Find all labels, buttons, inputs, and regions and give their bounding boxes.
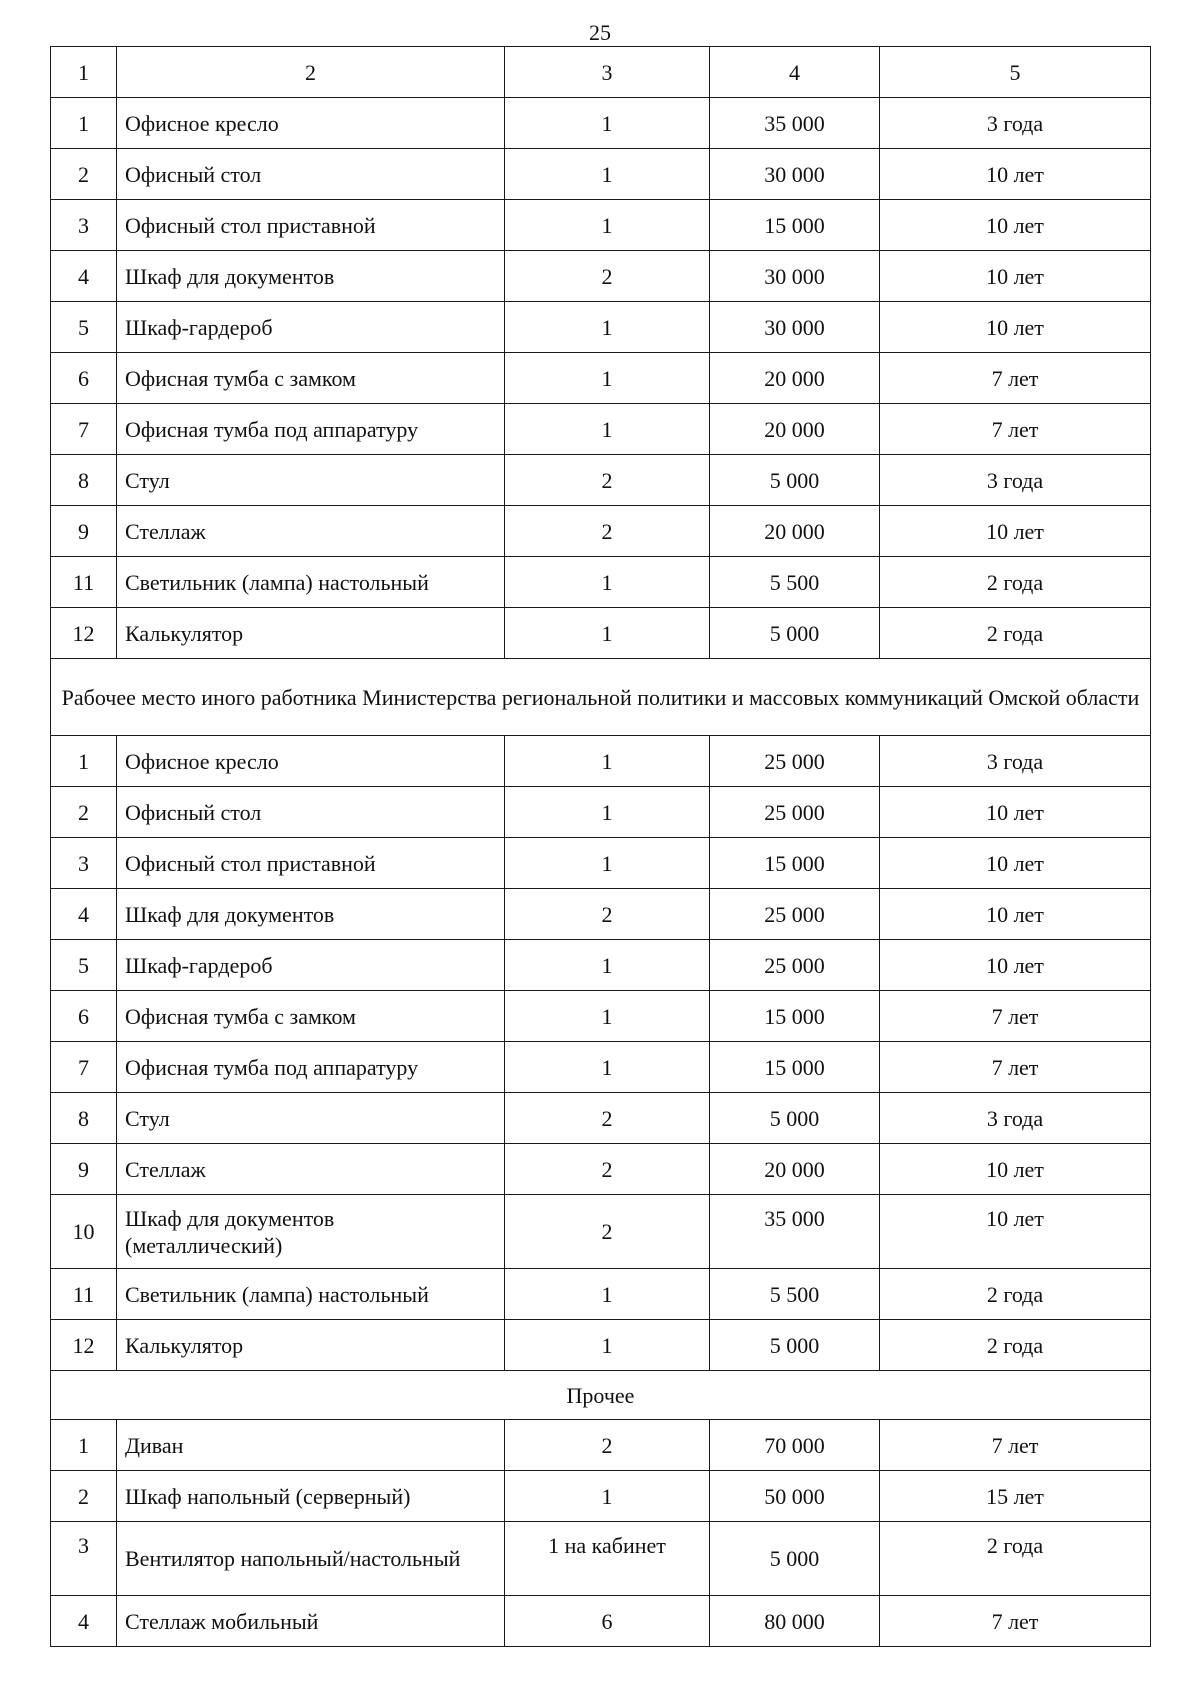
price-cell: 15 000 xyxy=(710,1042,880,1093)
price-cell: 5 000 xyxy=(710,608,880,659)
table-row xyxy=(51,302,1151,353)
section-title: Рабочее место иного работника Министерства региональной политики и массовых коммуникаций Омской области xyxy=(51,659,1151,736)
item-name-cell: Светильник (лампа) настольный xyxy=(117,557,505,608)
quantity-cell: 1 xyxy=(505,608,710,659)
header-cell: 3 xyxy=(505,47,710,98)
item-name-cell: Стул xyxy=(117,1093,505,1144)
quantity-cell: 1 на кабинет xyxy=(505,1522,710,1596)
service-life-cell: 15 лет xyxy=(880,1471,1151,1522)
quantity-cell: 2 xyxy=(505,889,710,940)
price-cell: 70 000 xyxy=(710,1420,880,1471)
service-life-cell: 10 лет xyxy=(880,838,1151,889)
price-cell: 5 000 xyxy=(710,455,880,506)
service-life-cell: 2 года xyxy=(880,1522,1151,1596)
price-cell: 35 000 xyxy=(710,98,880,149)
item-name-cell: Шкаф для документов xyxy=(117,251,505,302)
quantity-cell: 1 xyxy=(505,557,710,608)
row-number-cell: 5 xyxy=(51,940,117,991)
price-cell: 15 000 xyxy=(710,991,880,1042)
table-row xyxy=(51,1320,1151,1371)
table-row xyxy=(51,149,1151,200)
service-life-cell: 10 лет xyxy=(880,506,1151,557)
item-name-cell: Офисное кресло xyxy=(117,98,505,149)
service-life-cell: 3 года xyxy=(880,736,1151,787)
row-number-cell: 4 xyxy=(51,1596,117,1647)
table-row xyxy=(51,838,1151,889)
item-name-cell: Шкаф для документов xyxy=(117,889,505,940)
quantity-cell: 1 xyxy=(505,98,710,149)
row-number-cell: 10 xyxy=(51,1195,117,1269)
item-name-cell: Офисный стол xyxy=(117,787,505,838)
quantity-cell: 1 xyxy=(505,1471,710,1522)
item-name-cell: Вентилятор напольный/настольный xyxy=(117,1522,505,1596)
row-number-cell: 11 xyxy=(51,557,117,608)
service-life-cell: 3 года xyxy=(880,1093,1151,1144)
table-row xyxy=(51,1144,1151,1195)
quantity-cell: 1 xyxy=(505,149,710,200)
item-name-cell: Шкаф для документов (металлический) xyxy=(117,1195,505,1269)
quantity-cell: 2 xyxy=(505,455,710,506)
price-cell: 30 000 xyxy=(710,251,880,302)
table-row xyxy=(51,557,1151,608)
section-row xyxy=(51,1371,1151,1420)
service-life-cell: 3 года xyxy=(880,98,1151,149)
table-row xyxy=(51,940,1151,991)
group-2-rows xyxy=(51,736,1151,1371)
row-number-cell: 8 xyxy=(51,455,117,506)
row-number-cell: 8 xyxy=(51,1093,117,1144)
quantity-cell: 1 xyxy=(505,404,710,455)
table-row xyxy=(51,1042,1151,1093)
quantity-cell: 6 xyxy=(505,1596,710,1647)
item-name-cell: Стеллаж xyxy=(117,506,505,557)
service-life-cell: 7 лет xyxy=(880,404,1151,455)
item-name-cell: Стул xyxy=(117,455,505,506)
table-row xyxy=(51,404,1151,455)
row-number-cell: 11 xyxy=(51,1269,117,1320)
price-cell: 25 000 xyxy=(710,787,880,838)
price-cell: 20 000 xyxy=(710,506,880,557)
item-name-cell: Калькулятор xyxy=(117,608,505,659)
row-number-cell: 12 xyxy=(51,608,117,659)
service-life-cell: 10 лет xyxy=(880,1195,1151,1269)
price-cell: 5 000 xyxy=(710,1522,880,1596)
section-row xyxy=(51,659,1151,736)
header-cell: 4 xyxy=(710,47,880,98)
row-number-cell: 9 xyxy=(51,506,117,557)
price-cell: 20 000 xyxy=(710,404,880,455)
price-cell: 80 000 xyxy=(710,1596,880,1647)
item-name-cell: Офисное кресло xyxy=(117,736,505,787)
header-cell: 5 xyxy=(880,47,1151,98)
price-cell: 15 000 xyxy=(710,838,880,889)
item-name-cell: Офисный стол приставной xyxy=(117,838,505,889)
table-row xyxy=(51,251,1151,302)
quantity-cell: 2 xyxy=(505,1144,710,1195)
row-number-cell: 3 xyxy=(51,838,117,889)
item-name-cell: Офисная тумба под аппаратуру xyxy=(117,404,505,455)
quantity-cell: 1 xyxy=(505,1042,710,1093)
table-row xyxy=(51,1269,1151,1320)
table-row xyxy=(51,506,1151,557)
service-life-cell: 10 лет xyxy=(880,940,1151,991)
row-number-cell: 4 xyxy=(51,251,117,302)
quantity-cell: 1 xyxy=(505,991,710,1042)
header-cell: 2 xyxy=(117,47,505,98)
price-cell: 5 000 xyxy=(710,1093,880,1144)
row-number-cell: 1 xyxy=(51,98,117,149)
table-row xyxy=(51,1420,1151,1471)
section-title: Прочее xyxy=(51,1371,1151,1420)
quantity-cell: 2 xyxy=(505,1420,710,1471)
price-cell: 5 500 xyxy=(710,557,880,608)
service-life-cell: 10 лет xyxy=(880,251,1151,302)
table-row xyxy=(51,787,1151,838)
price-cell: 30 000 xyxy=(710,302,880,353)
table-row xyxy=(51,1195,1151,1269)
quantity-cell: 2 xyxy=(505,1093,710,1144)
quantity-cell: 1 xyxy=(505,200,710,251)
item-name-cell: Офисный стол приставной xyxy=(117,200,505,251)
service-life-cell: 10 лет xyxy=(880,787,1151,838)
service-life-cell: 2 года xyxy=(880,1320,1151,1371)
quantity-cell: 2 xyxy=(505,251,710,302)
row-number-cell: 3 xyxy=(51,200,117,251)
item-name-cell: Стеллаж xyxy=(117,1144,505,1195)
price-cell: 35 000 xyxy=(710,1195,880,1269)
service-life-cell: 10 лет xyxy=(880,1144,1151,1195)
service-life-cell: 10 лет xyxy=(880,302,1151,353)
price-cell: 50 000 xyxy=(710,1471,880,1522)
service-life-cell: 10 лет xyxy=(880,889,1151,940)
item-name-cell: Офисный стол xyxy=(117,149,505,200)
service-life-cell: 3 года xyxy=(880,455,1151,506)
quantity-cell: 1 xyxy=(505,302,710,353)
item-name-cell: Диван xyxy=(117,1420,505,1471)
row-number-cell: 2 xyxy=(51,1471,117,1522)
header-cell: 1 xyxy=(51,47,117,98)
service-life-cell: 2 года xyxy=(880,557,1151,608)
price-cell: 25 000 xyxy=(710,889,880,940)
price-cell: 25 000 xyxy=(710,940,880,991)
item-name-cell: Шкаф напольный (серверный) xyxy=(117,1471,505,1522)
price-cell: 5 500 xyxy=(710,1269,880,1320)
quantity-cell: 1 xyxy=(505,736,710,787)
price-cell: 25 000 xyxy=(710,736,880,787)
service-life-cell: 7 лет xyxy=(880,353,1151,404)
price-cell: 20 000 xyxy=(710,353,880,404)
table-row xyxy=(51,1471,1151,1522)
quantity-cell: 1 xyxy=(505,1320,710,1371)
table-row xyxy=(51,353,1151,404)
row-number-cell: 2 xyxy=(51,787,117,838)
service-life-cell: 7 лет xyxy=(880,1596,1151,1647)
item-name-cell: Калькулятор xyxy=(117,1320,505,1371)
quantity-cell: 1 xyxy=(505,353,710,404)
table-row xyxy=(51,455,1151,506)
item-name-cell: Светильник (лампа) настольный xyxy=(117,1269,505,1320)
service-life-cell: 7 лет xyxy=(880,991,1151,1042)
table-row xyxy=(51,200,1151,251)
table-row xyxy=(51,1596,1151,1647)
group-3-rows xyxy=(51,1420,1151,1647)
service-life-cell: 7 лет xyxy=(880,1042,1151,1093)
service-life-cell: 10 лет xyxy=(880,200,1151,251)
table-row xyxy=(51,991,1151,1042)
group-1-rows xyxy=(51,98,1151,659)
service-life-cell: 2 года xyxy=(880,1269,1151,1320)
row-number-cell: 4 xyxy=(51,889,117,940)
item-name-cell: Офисная тумба под аппаратуру xyxy=(117,1042,505,1093)
quantity-cell: 2 xyxy=(505,1195,710,1269)
row-number-cell: 12 xyxy=(51,1320,117,1371)
quantity-cell: 1 xyxy=(505,838,710,889)
row-number-cell: 7 xyxy=(51,1042,117,1093)
service-life-cell: 7 лет xyxy=(880,1420,1151,1471)
table-row xyxy=(51,608,1151,659)
price-cell: 5 000 xyxy=(710,1320,880,1371)
page-number: 25 xyxy=(589,20,611,45)
service-life-cell: 10 лет xyxy=(880,149,1151,200)
item-name-cell: Шкаф-гардероб xyxy=(117,940,505,991)
equipment-table xyxy=(50,46,1151,1647)
item-name-cell: Стеллаж мобильный xyxy=(117,1596,505,1647)
row-number-cell: 5 xyxy=(51,302,117,353)
quantity-cell: 2 xyxy=(505,506,710,557)
table-row xyxy=(51,1093,1151,1144)
row-number-cell: 1 xyxy=(51,736,117,787)
item-name-cell: Офисная тумба с замком xyxy=(117,353,505,404)
row-number-cell: 2 xyxy=(51,149,117,200)
table-header-row xyxy=(51,47,1151,98)
table-row xyxy=(51,1522,1151,1596)
row-number-cell: 6 xyxy=(51,353,117,404)
row-number-cell: 6 xyxy=(51,991,117,1042)
row-number-cell: 1 xyxy=(51,1420,117,1471)
service-life-cell: 2 года xyxy=(880,608,1151,659)
price-cell: 30 000 xyxy=(710,149,880,200)
price-cell: 20 000 xyxy=(710,1144,880,1195)
table-row xyxy=(51,889,1151,940)
item-name-cell: Офисная тумба с замком xyxy=(117,991,505,1042)
row-number-cell: 3 xyxy=(51,1522,117,1596)
quantity-cell: 1 xyxy=(505,940,710,991)
table-row xyxy=(51,736,1151,787)
quantity-cell: 1 xyxy=(505,787,710,838)
price-cell: 15 000 xyxy=(710,200,880,251)
quantity-cell: 1 xyxy=(505,1269,710,1320)
table-row xyxy=(51,98,1151,149)
row-number-cell: 7 xyxy=(51,404,117,455)
row-number-cell: 9 xyxy=(51,1144,117,1195)
item-name-cell: Шкаф-гардероб xyxy=(117,302,505,353)
